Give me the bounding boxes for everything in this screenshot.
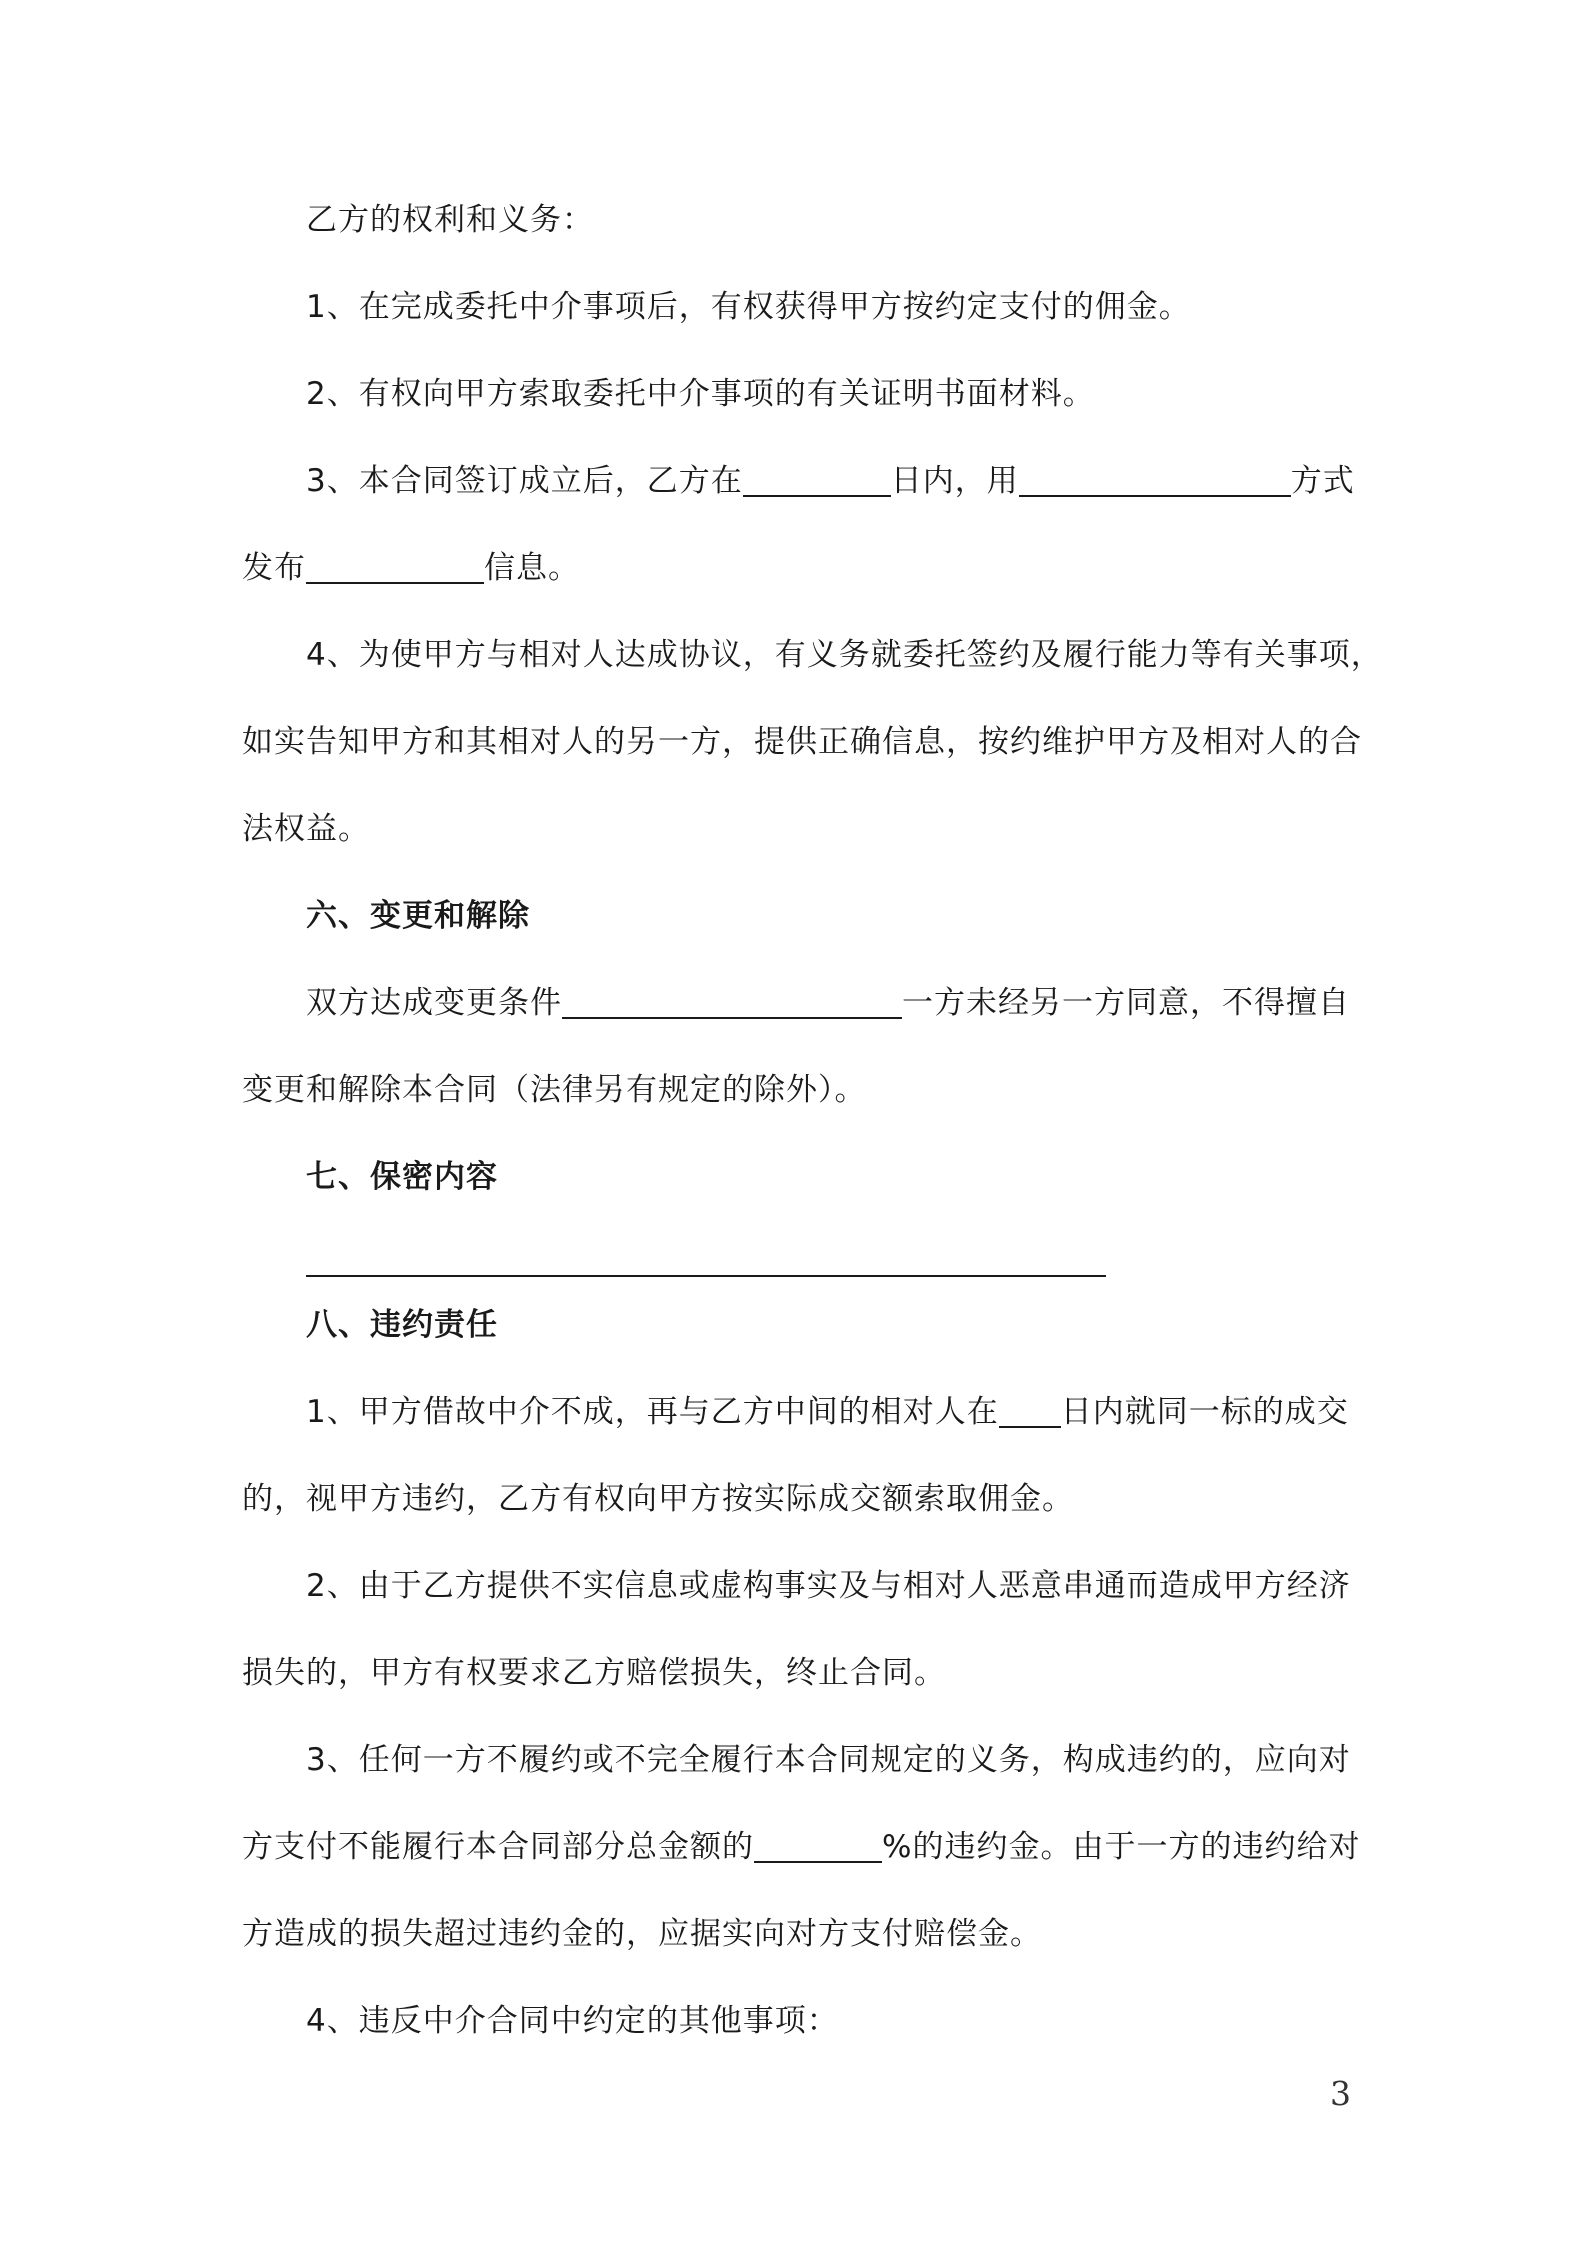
clause-8-2-line2: 损失的，甲方有权要求乙方赔偿损失，终止合同。	[242, 1655, 946, 1691]
clause-5-4-line1: 4、为使甲方与相对人达成协议，有义务就委托签约及履行能力等有关事项，	[306, 637, 1383, 673]
rights-obligations-heading: 乙方的权利和义务：	[306, 202, 594, 238]
days-limit-blank[interactable]	[999, 1396, 1061, 1428]
clause-5-1: 1、在完成委托中介事项后，有权获得甲方按约定支付的佣金。	[306, 289, 1191, 325]
clause-8-3-line2	[242, 1827, 1360, 1867]
clause-8-2-line1: 2、由于乙方提供不实信息或虚构事实及与相对人恶意串通而造成甲方经济	[306, 1568, 1351, 1604]
change-condition-blank[interactable]	[562, 987, 902, 1019]
section-8-heading: 八、违约责任	[306, 1307, 498, 1343]
penalty-percent-blank[interactable]	[754, 1831, 882, 1863]
confidentiality-blank-line[interactable]	[306, 1275, 1106, 1277]
clause-5-3-text-e: 信息。	[484, 550, 580, 586]
clause-6-line1	[306, 983, 1350, 1023]
clause-5-3-line1	[306, 461, 1355, 501]
clause-5-3-text-a: 3、本合同签订成立后，乙方在	[306, 463, 743, 499]
clause-8-1-text-a: 1、甲方借故中介不成，再与乙方中间的相对人在	[306, 1394, 999, 1430]
clause-5-3-line2	[242, 548, 580, 588]
clause-5-3-text-c: 方式	[1290, 463, 1355, 499]
clause-5-4-line3: 法权益。	[242, 811, 370, 847]
clause-8-3-text-a: 方支付不能履行本合同部分总金额的	[242, 1829, 754, 1865]
page-number: 3	[1330, 2074, 1351, 2113]
clause-5-2: 2、有权向甲方索取委托中介事项的有关证明书面材料。	[306, 376, 1095, 412]
clause-8-1-line2: 的，视甲方违约，乙方有权向甲方按实际成交额索取佣金。	[242, 1481, 1074, 1517]
clause-6-text-b: 一方未经另一方同意，不得擅自	[902, 985, 1350, 1021]
clause-8-1-line1	[306, 1392, 1349, 1432]
clause-8-3-line3: 方造成的损失超过违约金的，应据实向对方支付赔偿金。	[242, 1916, 1042, 1952]
section-6-heading: 六、变更和解除	[306, 898, 530, 934]
days-blank[interactable]	[743, 465, 891, 497]
clause-8-4: 4、违反中介合同中约定的其他事项：	[306, 2003, 839, 2039]
clause-8-3-text-b: %的违约金。由于一方的违约给对	[882, 1829, 1361, 1865]
info-blank[interactable]	[306, 552, 484, 584]
method-blank[interactable]	[1019, 465, 1291, 497]
clause-5-3-text-d: 发布	[242, 550, 306, 586]
clause-6-text-a: 双方达成变更条件	[306, 985, 562, 1021]
clause-6-line2: 变更和解除本合同（法律另有规定的除外）。	[242, 1072, 867, 1108]
clause-8-1-text-b: 日内就同一标的成交	[1060, 1394, 1349, 1430]
section-7-heading: 七、保密内容	[306, 1159, 498, 1195]
clause-8-3-line1: 3、任何一方不履约或不完全履行本合同规定的义务，构成违约的，应向对	[306, 1742, 1351, 1778]
clause-5-3-text-b: 日内，用	[890, 463, 1019, 499]
clause-5-4-line2: 如实告知甲方和其相对人的另一方，提供正确信息，按约维护甲方及相对人的合	[242, 724, 1362, 760]
